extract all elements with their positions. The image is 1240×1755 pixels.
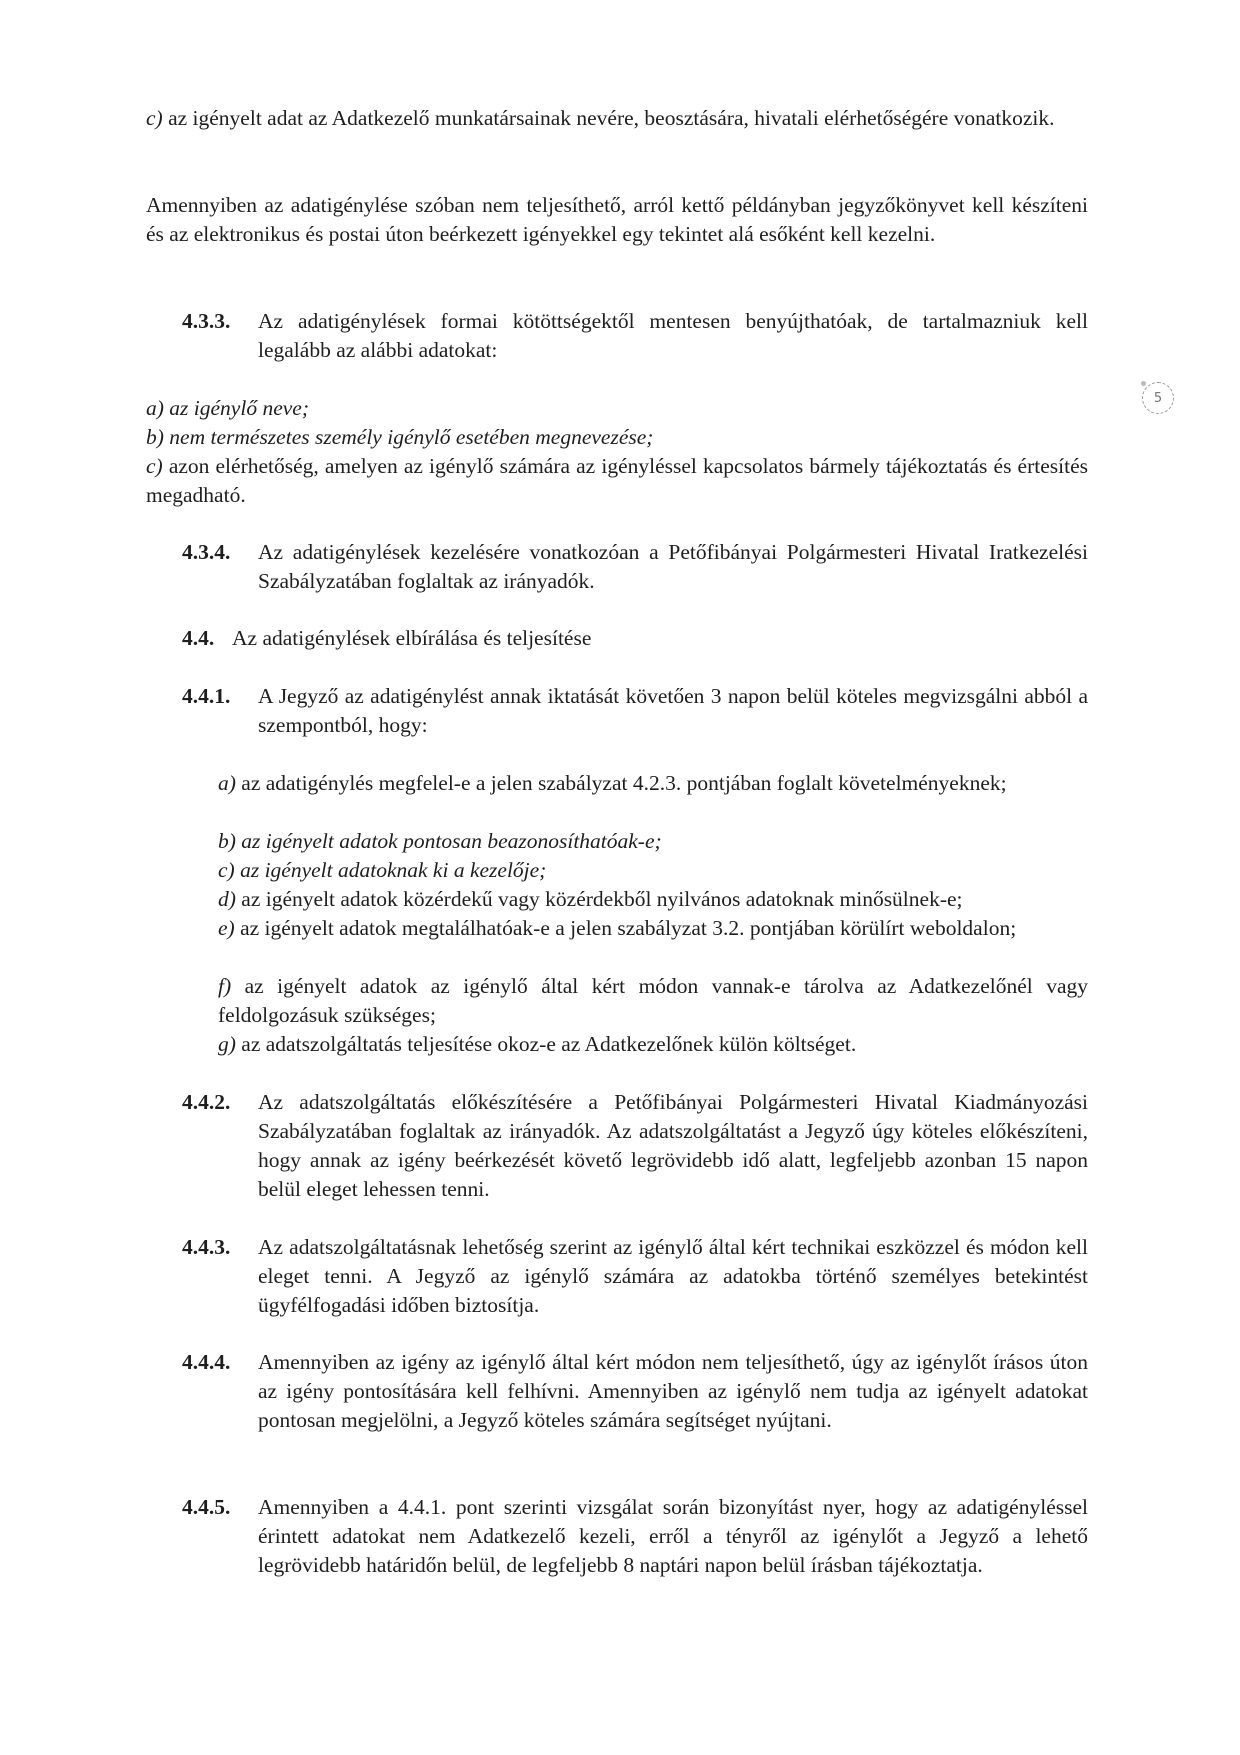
list-marker: c) [146,454,163,478]
list-item-4-4-1-c [218,856,1088,885]
list-item-text: az igényelt adatok közérdekű vagy közérdekből nyilvános adatoknak minősülnek-e; [241,887,963,911]
list-item-4-4-1-b [218,827,1088,856]
list-item-4-4-1-d [218,885,1088,914]
section-text: Az adatszolgáltatásnak lehetőség szerint az igénylő által kért technikai eszközzel és módon kell eleget tenni. A Jegyző az igénylő számára az adatokba történő személyes betekintést ügyfélfogadási időben biztosítja. [258,1235,1088,1317]
section-4-4-1 [182,682,1088,740]
section-number: 4.3.3. [182,309,231,333]
list-marker: a) [218,771,236,795]
section-heading-4-4 [182,624,1088,653]
section-4-3-4 [182,538,1088,596]
list-item-text: az igényelt adatok pontosan beazonosíthatóak-e; [241,829,662,853]
list-marker: c) [218,858,235,882]
section-text: A Jegyző az adatigénylést annak iktatását követően 3 napon belül köteles megvizsgálni abból a szempontból, hogy: [258,684,1088,737]
section-number: 4.4.4. [182,1350,231,1374]
list-marker: b) [146,425,164,449]
list-item-text: nem természetes személy igénylő esetében megnevezése; [169,425,654,449]
list-item-text: az igényelt adatoknak ki a kezelője; [240,858,547,882]
section-4-3-3 [182,307,1088,365]
list-item-text: az igényelt adatok az igénylő által kért módon vannak-e tárolva az Adatkezelőnél vagy feldolgozásuk szükséges; [218,974,1089,1027]
list-item-4-3-3-c [146,452,1088,510]
list-item-4-4-1-f [218,972,1088,1030]
list-marker: d) [218,887,236,911]
section-title: Az adatigénylések elbírálása és teljesítése [232,626,592,650]
section-4-4-2 [182,1088,1088,1204]
section-text: Amennyiben az igény az igénylő által kért módon nem teljesíthető, úgy az igénylőt írásos úton az igény pontosítására kell felhívni. Amennyiben az igénylő nem tudja az igényelt adatokat pontosan megjelölni, a Jegyző köteles számára segítséget nyújtani. [258,1350,1088,1432]
stamp-dot [1141,381,1146,386]
section-number: 4.4.1. [182,684,231,708]
section-text: Az adatszolgáltatás előkészítésére a Petőfibányai Polgármesteri Hivatal Kiadmányozási Szabályzatában foglaltak az irányadók. Az adatszolgáltatást a Jegyző úgy köteles előkészíteni, hogy annak az igény beérkezését követő legrövidebb idő alatt, legfeljebb azonban 15 napon belül eleget lehessen tenni. [258,1090,1088,1201]
paragraph-oral-request [146,191,1088,249]
section-4-4-3 [182,1233,1088,1320]
section-text: Amennyiben a 4.4.1. pont szerinti vizsgálat során bizonyítást nyer, hogy az adatigényléssel érintett adatokat nem Adatkezelő kezeli, erről a tényről az igénylőt a Jegyző a lehető legrövidebb határidőn belül, de legfeljebb 8 naptári napon belül írásban tájékoztatja. [258,1495,1088,1577]
list-marker: a) [146,396,164,420]
section-number: 4.4.3. [182,1235,231,1259]
paragraph-text: az igényelt adat az Adatkezelő munkatársainak nevére, beosztására, hivatali elérhetőségére vonatkozik. [168,106,1055,130]
page-number-stamp [1142,382,1174,414]
list-marker: b) [218,829,236,853]
list-item-text: az igényelt adatok megtalálhatóak-e a jelen szabályzat 3.2. pontjában körülírt weboldalon; [240,916,1017,940]
list-marker: e) [218,916,235,940]
section-text: Az adatigénylések kezelésére vonatkozóan a Petőfibányai Polgármesteri Hivatal Iratkezelési Szabályzatában foglaltak az irányadók. [258,540,1088,593]
paragraph-text: Amennyiben az adatigénylése szóban nem teljesíthető, arról kettő példányban jegyzőkönyvet kell készíteni és az elektronikus és postai úton beérkezett igényekkel egy tekintet alá esőként kell kezelni. [146,193,1088,246]
section-number: 4.4.2. [182,1090,231,1114]
list-item-4-3-3-a [146,394,1088,423]
list-marker: g) [218,1032,236,1056]
page-number: 5 [1153,390,1163,406]
section-number: 4.3.4. [182,540,231,564]
list-item-text: az igénylő neve; [169,396,309,420]
paragraph-c-employee-data [146,104,1088,133]
section-4-4-4 [182,1348,1088,1435]
section-number: 4.4.5. [182,1495,231,1519]
list-marker: f) [218,974,232,998]
section-text: Az adatigénylések formai kötöttségektől mentesen benyújthatóak, de tartalmazniuk kell legalább az alábbi adatokat: [258,309,1088,362]
list-item-4-3-3-b [146,423,1088,452]
list-item-text: az adatigénylés megfelel-e a jelen szabályzat 4.2.3. pontjában foglalt követelményeknek; [241,771,1007,795]
list-item-4-4-1-e [218,914,1088,943]
list-marker: c) [146,106,163,130]
section-number: 4.4. [182,626,215,650]
list-item-4-4-1-a [218,769,1088,798]
section-4-4-5 [182,1493,1088,1580]
list-item-4-4-1-g [218,1030,1088,1059]
list-item-text: az adatszolgáltatás teljesítése okoz-e az Adatkezelőnek külön költséget. [241,1032,857,1056]
list-item-text: azon elérhetőség, amelyen az igénylő számára az igényléssel kapcsolatos bármely tájékoztatás és értesítés megadható. [146,454,1088,507]
